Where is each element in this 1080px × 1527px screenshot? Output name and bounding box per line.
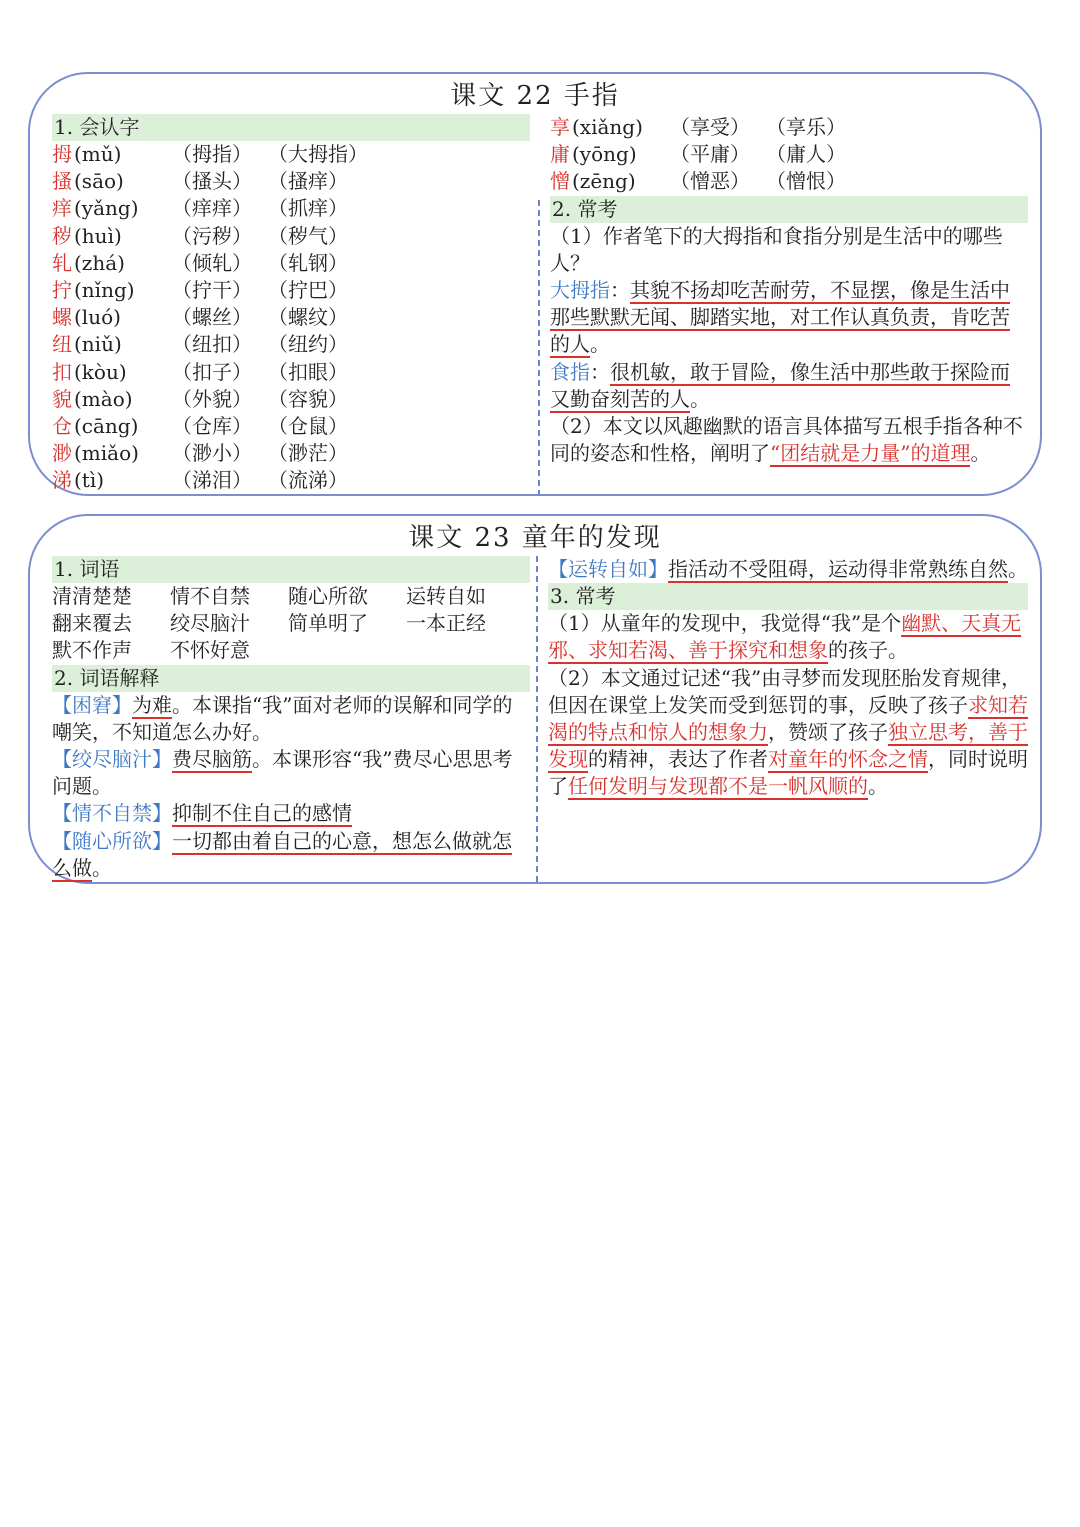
char-char: 貌 [52,386,72,411]
char-word-1: （拧干） [172,277,252,302]
char-row [550,168,1028,195]
char-char: 扣 [52,359,72,384]
char-row [550,114,1028,141]
answer-text-thumb: 其貌不扬却吃苦耐劳，不显摆，像是生活中那些默默无闻、脚踏实地，对工作认真负责，肯吃苦的人 [550,277,1010,357]
char-char: 渺 [52,441,72,466]
char-word-1: （倾轧） [172,250,252,275]
char-pinyin: (niǔ) [74,332,122,357]
lesson-22-right-column [550,114,1028,467]
answer-thumb [550,277,1028,359]
char-word-2: （庸人） [766,142,846,167]
lesson-23-title: 课文 23 童年的发现 [408,523,662,553]
answer-text-index: 很机敏，敢于冒险，像生活中那些敢于探险而又勤奋刻苦的人 [550,359,1010,411]
lesson-23-left-column [52,556,530,882]
char-word-1: （螺丝） [172,305,252,330]
char-row [550,141,1028,168]
char-word-2: （拧巴） [268,277,348,302]
char-pinyin: (yǎng) [74,196,139,221]
word-row [52,610,530,637]
lesson-22-left-column [52,114,530,494]
word-item: 随心所欲 [288,584,368,608]
definition-text: 为难 [132,692,172,717]
word-item: 默不作声 [52,638,132,663]
word-item: 绞尽脑汁 [170,611,250,636]
definition-term: 【绞尽脑汁】 [52,746,172,771]
char-char: 拇 [52,142,72,166]
highlight-run: 求知若渴的特点和惊人的想象力 [548,692,1028,745]
char-pinyin: (miǎo) [74,441,139,466]
char-word-2: （憎恨） [766,169,846,194]
text-run: 的精神，表达了作者 [588,747,768,772]
answer-end: 。 [590,332,610,357]
char-word-2: （螺纹） [268,305,348,330]
column-divider [538,200,540,496]
char-row [52,141,530,168]
question-2 [550,413,1028,467]
char-row [52,467,530,494]
char-pinyin: (mǔ) [74,142,122,166]
char-word-2: （流涕） [268,468,348,493]
char-word-1: （外貌） [172,386,252,411]
char-word-1: （平庸） [670,142,750,167]
section-header-exam: 2. 常考 [550,196,1028,223]
char-pinyin: (sāo) [74,169,124,194]
section-header-words: 1. 词语 [52,556,530,583]
char-word-2: （容貌） [268,386,348,411]
char-pinyin: (kòu) [74,359,127,384]
char-char: 痒 [52,196,72,221]
exam-paragraph-2 [548,665,1028,801]
char-pinyin: (tì) [74,468,105,493]
char-row [52,304,530,331]
char-list [52,141,530,494]
text-run: 。 [868,774,888,799]
definition-term: 【运转自如】 [548,557,668,581]
char-pinyin: (yōng) [572,142,637,167]
char-char: 纽 [52,332,72,357]
word-item: 一本正经 [406,611,486,636]
char-word-1: （纽扣） [172,332,252,357]
answer-index-finger [550,359,1028,413]
char-word-2: （抓痒） [268,196,348,221]
char-row [52,331,530,358]
definition-rest: 。本课指“我”面对老师的误解和同学的嘲笑，不知道怎么办好。 [52,692,513,744]
word-item: 简单明了 [288,611,368,636]
char-row [52,250,530,277]
lesson-22-title: 课文 22 手指 [450,81,620,111]
char-word-2: （纽约） [268,332,348,357]
question-1: （1）作者笔下的大拇指和食指分别是生活中的哪些人？ [550,223,1003,275]
char-word-2: （大拇指） [268,142,368,166]
char-word-2: （搔痒） [268,169,348,194]
char-word-1: （涕泪） [172,468,252,493]
char-word-1: （仓库） [172,413,252,438]
definition-item [52,746,530,800]
text-run: ，同时说明了 [548,747,1028,799]
definition-item [52,800,530,827]
answer-colon: ： [610,277,630,302]
answer-end: 。 [690,386,710,411]
question-2-text: （2）本文以风趣幽默的语言具体描写五根手指各种不同的姿态和性格，阐明了 [550,413,1023,466]
char-word-1: （渺小） [172,441,252,466]
char-char: 憎 [550,169,570,194]
definition-rest: 。 [92,855,112,880]
char-word-1: （憎恶） [670,169,750,194]
definition-item-right [548,556,1028,583]
char-char: 螺 [52,305,72,330]
char-pinyin: (zēng) [572,169,636,194]
char-row [52,195,530,222]
definition-list [52,692,530,882]
lesson-22-card [28,72,1042,496]
char-word-2: （秽气） [268,223,348,248]
definition-term: 【情不自禁】 [52,801,172,826]
char-word-1: （搔头） [172,169,252,194]
char-char: 搔 [52,169,72,194]
char-row [52,386,530,413]
section-header-exam: 3. 常考 [548,583,1028,610]
word-row [52,583,530,610]
highlight-run: 任何发明与发现都不是一帆风顺的 [568,774,868,799]
char-char: 享 [550,115,570,139]
lesson-23-card [28,514,1042,884]
highlight-run: 对童年的怀念之情 [768,747,928,772]
definition-term: 【困窘】 [52,692,132,717]
definition-term: 【随心所欲】 [52,828,172,853]
text-run: （2）本文通过记述“我”由寻梦而发现胚胎发育规律，但因在课堂上发笑而受到惩罚的事，反映了孩子 [548,665,1022,717]
word-row [52,637,530,664]
char-word-2: （扣眼） [268,359,348,384]
char-word-1: （拇指） [172,142,252,166]
char-pinyin: (luó) [74,305,121,330]
char-row [52,168,530,195]
char-row [52,413,530,440]
highlight-run: 独立思考，善于发现 [548,720,1028,772]
char-word-1: （扣子） [172,359,252,384]
char-pinyin: (huì) [74,223,122,248]
answer-label-index: 食指 [550,359,590,384]
char-pinyin: (nǐng) [74,277,135,302]
char-word-2: （仓鼠） [268,413,348,438]
section-header-word-explanations: 2. 词语解释 [52,665,530,692]
question-2-highlight: “团结就是力量” [770,441,911,466]
char-word-1: （痒痒） [172,196,252,221]
exam-paragraph-1 [548,610,1028,664]
answer-colon: ： [590,359,610,384]
word-item: 翻来覆去 [52,611,132,636]
answer-label-thumb: 大拇指 [550,277,610,302]
text-run: （1）从童年的发现中，我觉得“我”是个 [548,611,902,636]
definition-text: 一切都由着自己的心意，想怎么做就怎么做 [52,828,512,880]
char-row [52,223,530,250]
word-item: 不怀好意 [170,638,250,663]
char-char: 仓 [52,413,72,438]
char-char: 拧 [52,277,72,302]
char-word-2: （享乐） [766,115,846,139]
text-run: 的孩子。 [828,638,908,663]
char-pinyin: (mào) [74,386,133,411]
definition-text: 指活动不受阻碍，运动得非常熟练自然 [668,557,1008,581]
definition-item [52,692,530,746]
section-header-recognize-chars: 1. 会认字 [52,114,530,141]
definition-rest: 。本课形容“我”费尽心思思考问题。 [52,746,513,799]
char-list-right [550,114,1028,196]
char-row [52,277,530,304]
highlight-run: 幽默、天真无邪、求知若渴、善于探究和想象 [548,611,1022,663]
word-item: 运转自如 [406,584,486,608]
char-word-2: （渺茫） [268,441,348,466]
word-item: 情不自禁 [170,584,250,608]
column-divider [536,556,538,882]
char-pinyin: (zhá) [74,250,125,275]
char-pinyin: (cāng) [74,413,139,438]
definition-text: 抑制不住自己的感情 [172,801,352,826]
char-row [52,359,530,386]
definition-rest: 。 [1008,557,1028,581]
char-word-1: （享受） [670,115,750,139]
question-2-tail: 的道理 [910,441,971,466]
char-char: 轧 [52,250,72,275]
char-char: 涕 [52,468,72,493]
char-char: 庸 [550,142,570,167]
text-run: ，赞颂了孩子 [768,720,888,745]
char-char: 秽 [52,223,72,248]
lesson-23-right-column [548,556,1028,801]
word-item: 清清楚楚 [52,584,132,608]
word-list [52,583,530,665]
char-pinyin: (xiǎng) [572,115,643,139]
char-row [52,440,530,467]
definition-item [52,828,530,882]
char-word-2: （轧钢） [268,250,348,275]
char-word-1: （污秽） [172,223,252,248]
definition-text: 费尽脑筋 [172,746,252,771]
question-2-end: 。 [970,441,991,466]
